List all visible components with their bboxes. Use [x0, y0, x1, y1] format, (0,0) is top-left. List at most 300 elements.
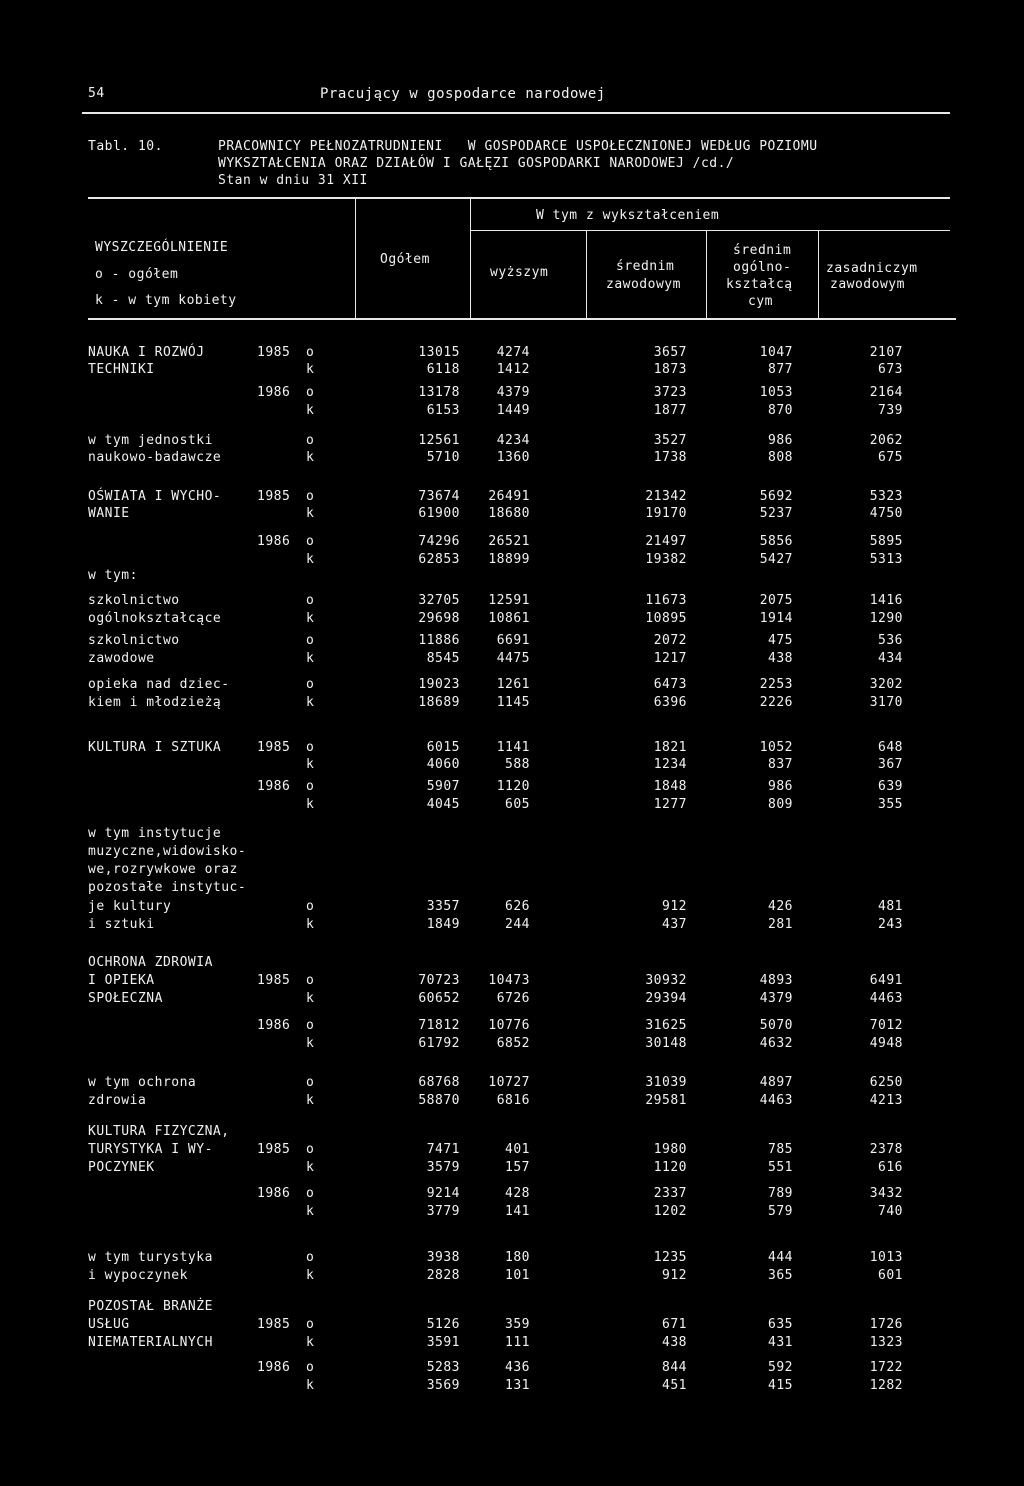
row-label: KULTURA I SZTUKA [88, 740, 222, 755]
table-row [0, 1335, 1024, 1352]
cell-value: 1849 [426, 917, 460, 932]
cell-value: 444 [768, 1250, 793, 1265]
header-col-higher: wyższym [490, 265, 549, 280]
cell-value: 436 [505, 1360, 530, 1375]
cell-value: 4463 [869, 991, 903, 1006]
cell-value: 1234 [653, 757, 687, 772]
table-row [0, 506, 1024, 523]
table-row [0, 450, 1024, 467]
row-label: w tym jednostki [88, 433, 213, 448]
cell-value: 3432 [869, 1186, 903, 1201]
row-label: SPOŁECZNA [88, 991, 163, 1006]
cell-value: 4750 [869, 506, 903, 521]
cell-value: 281 [768, 917, 793, 932]
cell-value: 4274 [496, 345, 530, 360]
row-year: 1986 [257, 1186, 291, 1201]
cell-value: 789 [768, 1186, 793, 1201]
cell-value: 6118 [426, 362, 460, 377]
table-title-line1: PRACOWNICY PEŁNOZATRUDNIENI W GOSPODARCE USPOŁECZNIONEJ WEDŁUG POZIOMU [218, 139, 818, 154]
cell-value: 673 [878, 362, 903, 377]
table-row [0, 568, 1024, 585]
row-label: zawodowe [88, 651, 155, 666]
row-label: POZOSTAŁ BRANŻE [88, 1299, 213, 1314]
cell-value: 58870 [418, 1093, 460, 1108]
cell-value: 61792 [418, 1036, 460, 1051]
cell-value: 605 [505, 797, 530, 812]
row-total-or-women: o [306, 1250, 315, 1265]
cell-value: 244 [505, 917, 530, 932]
table-title-line2: WYKSZTAŁCENIA ORAZ DZIAŁÓW I GAŁĘZI GOSPODARKI NARODOWEJ /cd./ [218, 156, 735, 171]
header-col-secgen-2: ogólno- [733, 260, 792, 275]
header-divider-total [470, 198, 471, 318]
cell-value: 355 [878, 797, 903, 812]
row-label: ogólnokształcące [88, 611, 222, 626]
cell-value: 986 [768, 779, 793, 794]
table-row [0, 593, 1024, 610]
row-total-or-women: k [306, 611, 315, 626]
header-col-basic-2: zawodowym [830, 277, 905, 292]
row-label: pozostałe instytuc- [88, 880, 247, 895]
cell-value: 6473 [653, 677, 687, 692]
cell-value: 1235 [653, 1250, 687, 1265]
row-total-or-women: k [306, 917, 315, 932]
row-year: 1986 [257, 779, 291, 794]
cell-value: 6396 [653, 695, 687, 710]
row-year: 1985 [257, 489, 291, 504]
cell-value: 1217 [653, 651, 687, 666]
cell-value: 438 [768, 651, 793, 666]
header-divider-secvoc [706, 231, 707, 318]
header-group: W tym z wykształceniem [536, 208, 720, 223]
cell-value: 6852 [496, 1036, 530, 1051]
row-year: 1986 [257, 385, 291, 400]
row-label: OŚWIATA I WYCHO- [88, 489, 222, 504]
cell-value: 3527 [653, 433, 687, 448]
cell-value: 4475 [496, 651, 530, 666]
cell-value: 29581 [645, 1093, 687, 1108]
table-row [0, 991, 1024, 1008]
cell-value: 10473 [488, 973, 530, 988]
cell-value: 131 [505, 1378, 530, 1393]
cell-value: 1914 [759, 611, 793, 626]
table-row [0, 677, 1024, 694]
row-total-or-women: k [306, 1093, 315, 1108]
cell-value: 30148 [645, 1036, 687, 1051]
cell-value: 592 [768, 1360, 793, 1375]
cell-value: 3579 [426, 1160, 460, 1175]
row-total-or-women: k [306, 450, 315, 465]
cell-value: 5427 [759, 552, 793, 567]
cell-value: 19023 [418, 677, 460, 692]
cell-value: 2062 [869, 433, 903, 448]
row-total-or-women: k [306, 506, 315, 521]
row-total-or-women: k [306, 362, 315, 377]
cell-value: 1145 [496, 695, 530, 710]
cell-value: 13015 [418, 345, 460, 360]
row-total-or-women: k [306, 1160, 315, 1175]
row-total-or-women: o [306, 633, 315, 648]
cell-value: 1290 [869, 611, 903, 626]
cell-value: 1277 [653, 797, 687, 812]
cell-value: 12561 [418, 433, 460, 448]
row-label: w tym ochrona [88, 1075, 197, 1090]
row-label: USŁUG [88, 1317, 130, 1332]
cell-value: 739 [878, 403, 903, 418]
table-label: Tabl. 10. [88, 139, 163, 154]
cell-value: 671 [662, 1317, 687, 1332]
row-year: 1986 [257, 1018, 291, 1033]
row-total-or-women: o [306, 385, 315, 400]
cell-value: 1722 [869, 1360, 903, 1375]
table-row [0, 757, 1024, 774]
cell-value: 5070 [759, 1018, 793, 1033]
table-row [0, 403, 1024, 420]
row-total-or-women: o [306, 899, 315, 914]
table-row [0, 862, 1024, 879]
row-total-or-women: o [306, 1142, 315, 1157]
row-total-or-women: k [306, 1335, 315, 1350]
table-row [0, 899, 1024, 916]
cell-value: 29698 [418, 611, 460, 626]
cell-value: 359 [505, 1317, 530, 1332]
cell-value: 426 [768, 899, 793, 914]
table-row [0, 489, 1024, 506]
cell-value: 912 [662, 899, 687, 914]
cell-value: 365 [768, 1268, 793, 1283]
cell-value: 21497 [645, 534, 687, 549]
cell-value: 648 [878, 740, 903, 755]
cell-value: 579 [768, 1204, 793, 1219]
cell-value: 601 [878, 1268, 903, 1283]
cell-value: 13178 [418, 385, 460, 400]
cell-value: 19382 [645, 552, 687, 567]
row-label: NIEMATERIALNYCH [88, 1335, 213, 1350]
cell-value: 5313 [869, 552, 903, 567]
row-label: w tym turystyka [88, 1250, 213, 1265]
row-total-or-women: k [306, 797, 315, 812]
table-row [0, 917, 1024, 934]
row-total-or-women: k [306, 1204, 315, 1219]
cell-value: 1449 [496, 403, 530, 418]
cell-value: 243 [878, 917, 903, 932]
row-total-or-women: k [306, 695, 315, 710]
row-total-or-women: o [306, 677, 315, 692]
row-label: je kultury [88, 899, 172, 914]
header-top-rule [88, 197, 950, 199]
cell-value: 19170 [645, 506, 687, 521]
table-title-line3: Stan w dniu 31 XII [218, 173, 368, 188]
table-row [0, 695, 1024, 712]
cell-value: 6726 [496, 991, 530, 1006]
table-row [0, 826, 1024, 843]
cell-value: 438 [662, 1335, 687, 1350]
header-divider-secgen [818, 231, 819, 318]
cell-value: 6816 [496, 1093, 530, 1108]
cell-value: 785 [768, 1142, 793, 1157]
cell-value: 437 [662, 917, 687, 932]
cell-value: 1120 [496, 779, 530, 794]
cell-value: 4897 [759, 1075, 793, 1090]
cell-value: 111 [505, 1335, 530, 1350]
header-stub-1: WYSZCZEGÓLNIENIE [95, 240, 229, 255]
header-divider-higher [586, 231, 587, 318]
cell-value: 157 [505, 1160, 530, 1175]
cell-value: 635 [768, 1317, 793, 1332]
cell-value: 70723 [418, 973, 460, 988]
cell-value: 6250 [869, 1075, 903, 1090]
row-label: i sztuki [88, 917, 155, 932]
cell-value: 4948 [869, 1036, 903, 1051]
row-label: muzyczne,widowisko- [88, 844, 247, 859]
cell-value: 1726 [869, 1317, 903, 1332]
cell-value: 21342 [645, 489, 687, 504]
cell-value: 26491 [488, 489, 530, 504]
cell-value: 5895 [869, 534, 903, 549]
table-row [0, 1093, 1024, 1110]
cell-value: 986 [768, 433, 793, 448]
cell-value: 1323 [869, 1335, 903, 1350]
cell-value: 18680 [488, 506, 530, 521]
row-total-or-women: o [306, 489, 315, 504]
cell-value: 26521 [488, 534, 530, 549]
cell-value: 1120 [653, 1160, 687, 1175]
cell-value: 1416 [869, 593, 903, 608]
page-number: 54 [88, 86, 105, 101]
cell-value: 1013 [869, 1250, 903, 1265]
cell-value: 5126 [426, 1317, 460, 1332]
cell-value: 61900 [418, 506, 460, 521]
cell-value: 4234 [496, 433, 530, 448]
cell-value: 62853 [418, 552, 460, 567]
table-row [0, 1299, 1024, 1316]
table-row [0, 433, 1024, 450]
header-col-secvoc-1: średnim [616, 259, 675, 274]
cell-value: 837 [768, 757, 793, 772]
row-total-or-women: o [306, 534, 315, 549]
row-label: POCZYNEK [88, 1160, 155, 1175]
cell-value: 3591 [426, 1335, 460, 1350]
table-row [0, 1142, 1024, 1159]
row-total-or-women: k [306, 1378, 315, 1393]
table-row [0, 611, 1024, 628]
cell-value: 18899 [488, 552, 530, 567]
cell-value: 5237 [759, 506, 793, 521]
cell-value: 1848 [653, 779, 687, 794]
cell-value: 1412 [496, 362, 530, 377]
cell-value: 10727 [488, 1075, 530, 1090]
cell-value: 367 [878, 757, 903, 772]
row-total-or-women: o [306, 593, 315, 608]
row-total-or-women: o [306, 1075, 315, 1090]
row-total-or-women: o [306, 740, 315, 755]
cell-value: 7471 [426, 1142, 460, 1157]
cell-value: 4379 [496, 385, 530, 400]
cell-value: 3723 [653, 385, 687, 400]
cell-value: 5710 [426, 450, 460, 465]
cell-value: 1877 [653, 403, 687, 418]
row-label: OCHRONA ZDROWIA [88, 955, 213, 970]
table-row [0, 955, 1024, 972]
row-label: w tym instytucje [88, 826, 222, 841]
cell-value: 4060 [426, 757, 460, 772]
cell-value: 180 [505, 1250, 530, 1265]
cell-value: 6153 [426, 403, 460, 418]
cell-value: 626 [505, 899, 530, 914]
cell-value: 4893 [759, 973, 793, 988]
row-label: TURYSTYKA I WY- [88, 1142, 213, 1157]
header-col-secgen-3: kształcą [726, 277, 793, 292]
table-row [0, 1204, 1024, 1221]
row-total-or-women: k [306, 991, 315, 1006]
cell-value: 5856 [759, 534, 793, 549]
cell-value: 10895 [645, 611, 687, 626]
cell-value: 4213 [869, 1093, 903, 1108]
table-row [0, 1018, 1024, 1035]
cell-value: 6015 [426, 740, 460, 755]
cell-value: 1360 [496, 450, 530, 465]
table-row [0, 1250, 1024, 1267]
row-year: 1986 [257, 1360, 291, 1375]
cell-value: 8545 [426, 651, 460, 666]
cell-value: 12591 [488, 593, 530, 608]
cell-value: 6691 [496, 633, 530, 648]
row-total-or-women: o [306, 779, 315, 794]
row-year: 1985 [257, 1317, 291, 1332]
cell-value: 1052 [759, 740, 793, 755]
row-label: szkolnictwo [88, 633, 180, 648]
header-col-basic-1: zasadniczym [826, 261, 918, 276]
cell-value: 1980 [653, 1142, 687, 1157]
cell-value: 481 [878, 899, 903, 914]
cell-value: 401 [505, 1142, 530, 1157]
row-total-or-women: o [306, 1186, 315, 1201]
cell-value: 11886 [418, 633, 460, 648]
cell-value: 588 [505, 757, 530, 772]
row-label: we,rozrywkowe oraz [88, 862, 238, 877]
header-col-secvoc-2: zawodowym [606, 277, 681, 292]
cell-value: 1282 [869, 1378, 903, 1393]
cell-value: 74296 [418, 534, 460, 549]
row-total-or-women: o [306, 973, 315, 988]
cell-value: 428 [505, 1186, 530, 1201]
header-divider-stub [355, 198, 356, 318]
cell-value: 29394 [645, 991, 687, 1006]
cell-value: 536 [878, 633, 903, 648]
cell-value: 2072 [653, 633, 687, 648]
cell-value: 3938 [426, 1250, 460, 1265]
cell-value: 5323 [869, 489, 903, 504]
group-rule [470, 230, 950, 231]
row-total-or-women: o [306, 1317, 315, 1332]
cell-value: 10861 [488, 611, 530, 626]
cell-value: 101 [505, 1268, 530, 1283]
cell-value: 451 [662, 1378, 687, 1393]
cell-value: 4379 [759, 991, 793, 1006]
cell-value: 6491 [869, 973, 903, 988]
cell-value: 2107 [869, 345, 903, 360]
row-total-or-women: o [306, 1018, 315, 1033]
table-row [0, 1317, 1024, 1334]
row-year: 1986 [257, 534, 291, 549]
cell-value: 3569 [426, 1378, 460, 1393]
cell-value: 2075 [759, 593, 793, 608]
cell-value: 68768 [418, 1075, 460, 1090]
cell-value: 2828 [426, 1268, 460, 1283]
header-col-secgen-4: cym [748, 294, 773, 309]
cell-value: 31625 [645, 1018, 687, 1033]
table-row [0, 779, 1024, 796]
table-row [0, 1268, 1024, 1285]
row-label: TECHNIKI [88, 362, 155, 377]
cell-value: 1047 [759, 345, 793, 360]
cell-value: 141 [505, 1204, 530, 1219]
cell-value: 71812 [418, 1018, 460, 1033]
cell-value: 1821 [653, 740, 687, 755]
header-stub-3: k - w tym kobiety [95, 293, 237, 308]
cell-value: 2378 [869, 1142, 903, 1157]
cell-value: 4463 [759, 1093, 793, 1108]
table-row [0, 1075, 1024, 1092]
cell-value: 5283 [426, 1360, 460, 1375]
row-total-or-women: o [306, 433, 315, 448]
cell-value: 30932 [645, 973, 687, 988]
cell-value: 3170 [869, 695, 903, 710]
row-year: 1985 [257, 973, 291, 988]
row-total-or-women: k [306, 1268, 315, 1283]
row-total-or-women: o [306, 345, 315, 360]
table-row [0, 740, 1024, 757]
cell-value: 877 [768, 362, 793, 377]
cell-value: 475 [768, 633, 793, 648]
cell-value: 912 [662, 1268, 687, 1283]
cell-value: 639 [878, 779, 903, 794]
row-total-or-women: k [306, 757, 315, 772]
cell-value: 11673 [645, 593, 687, 608]
row-label: KULTURA FIZYCZNA, [88, 1124, 230, 1139]
row-label: zdrowia [88, 1093, 147, 1108]
cell-value: 431 [768, 1335, 793, 1350]
row-label: i wypoczynek [88, 1268, 188, 1283]
cell-value: 1873 [653, 362, 687, 377]
cell-value: 7012 [869, 1018, 903, 1033]
cell-value: 60652 [418, 991, 460, 1006]
cell-value: 4632 [759, 1036, 793, 1051]
cell-value: 4045 [426, 797, 460, 812]
table-row [0, 973, 1024, 990]
cell-value: 1053 [759, 385, 793, 400]
table-row [0, 1124, 1024, 1141]
row-label: NAUKA I ROZWÓJ [88, 345, 205, 360]
cell-value: 31039 [645, 1075, 687, 1090]
cell-value: 809 [768, 797, 793, 812]
cell-value: 73674 [418, 489, 460, 504]
row-year: 1985 [257, 345, 291, 360]
cell-value: 32705 [418, 593, 460, 608]
row-label: WANIE [88, 506, 130, 521]
table-row [0, 385, 1024, 402]
table-row [0, 1160, 1024, 1177]
row-total-or-women: k [306, 403, 315, 418]
table-row [0, 1378, 1024, 1395]
running-title: Pracujący w gospodarce narodowej [320, 86, 606, 102]
cell-value: 740 [878, 1204, 903, 1219]
row-label: kiem i młodzieżą [88, 695, 222, 710]
cell-value: 3357 [426, 899, 460, 914]
table-row [0, 534, 1024, 551]
row-total-or-women: k [306, 552, 315, 567]
cell-value: 18689 [418, 695, 460, 710]
cell-value: 551 [768, 1160, 793, 1175]
